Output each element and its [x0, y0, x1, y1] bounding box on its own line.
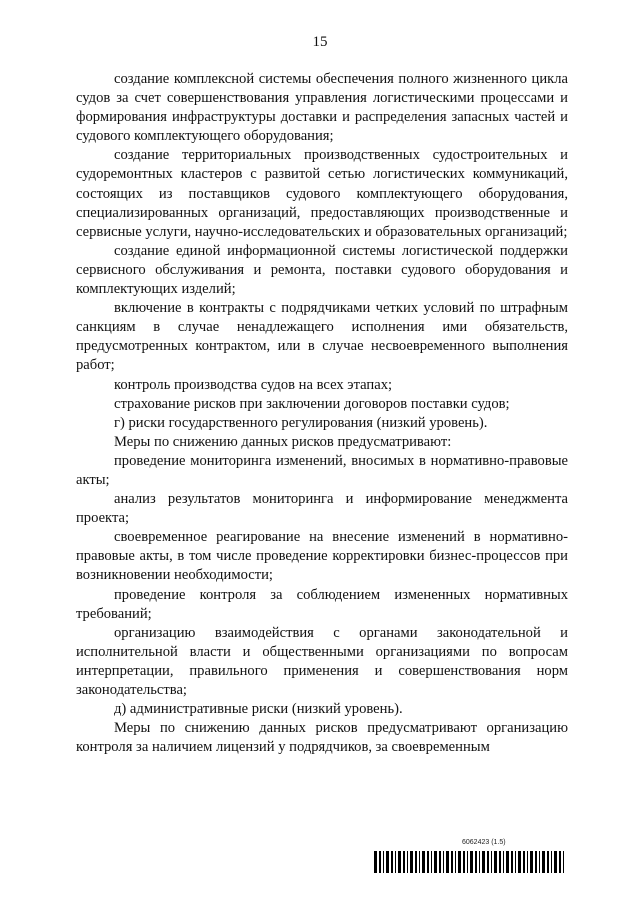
paragraph: организацию взаимодействия с органами законодательной и исполнительной власти и общественными организациями по вопросам интерпретации, правильного применения и совершенствования норм законодательства;	[76, 624, 568, 698]
paragraph: Меры по снижению данных рисков предусматривают:	[114, 433, 452, 450]
paragraph: д) административные риски (низкий уровень).	[114, 701, 403, 718]
body-text	[76, 70, 568, 757]
paragraph: Меры по снижению данных рисков предусматривают организацию контроля за наличием лицензий у подрядчиков, за своевременным	[76, 720, 568, 756]
paragraph: проведение контроля за соблюдением измененных нормативных требований;	[76, 586, 568, 622]
barcode-image	[374, 851, 568, 873]
paragraph: анализ результатов мониторинга и информирование менеджмента проекта;	[76, 491, 568, 527]
paragraph: проведение мониторинга изменений, вносимых в нормативно-правовые акты;	[76, 452, 568, 488]
paragraph: создание единой информационной системы логистической поддержки сервисного обслуживания и ремонта, поставки судового оборудования и комплектующих изделий;	[76, 242, 568, 298]
paragraph: включение в контракты с подрядчиками четких условий по штрафным санкциям в случае ненадлежащего исполнения ими обязательств, предусмотренных контрактом, или в случае несвоевременного выполнения работ;	[76, 300, 568, 374]
paragraph: создание комплексной системы обеспечения полного жизненного цикла судов за счет совершенствования управления логистическими процессами и формирования инфраструктуры доставки и распределения запасных частей и судового комплектующего оборудования;	[76, 71, 568, 145]
paragraph: своевременное реагирование на внесение изменений в нормативно-правовые акты, в том числе проведение корректировки бизнес-процессов при возникновении необходимости;	[76, 529, 568, 584]
document-code: 6062423 (1.5)	[462, 839, 506, 846]
page-number: 15	[312, 34, 328, 50]
paragraph: г) риски государственного регулирования (низкий уровень).	[114, 414, 488, 431]
paragraph: страхование рисков при заключении договоров поставки судов;	[114, 395, 510, 412]
paragraph: контроль производства судов на всех этапах;	[114, 376, 393, 393]
paragraph: создание территориальных производственных судостроительных и судоремонтных кластеров с развитой сетью логистических коммуникаций, состоящих из поставщиков судового комплектующего оборудования, специализированных организаций, предоставляющих производственные и сервисные услуги, научно-исследовательских и образовательных организаций;	[76, 147, 568, 240]
